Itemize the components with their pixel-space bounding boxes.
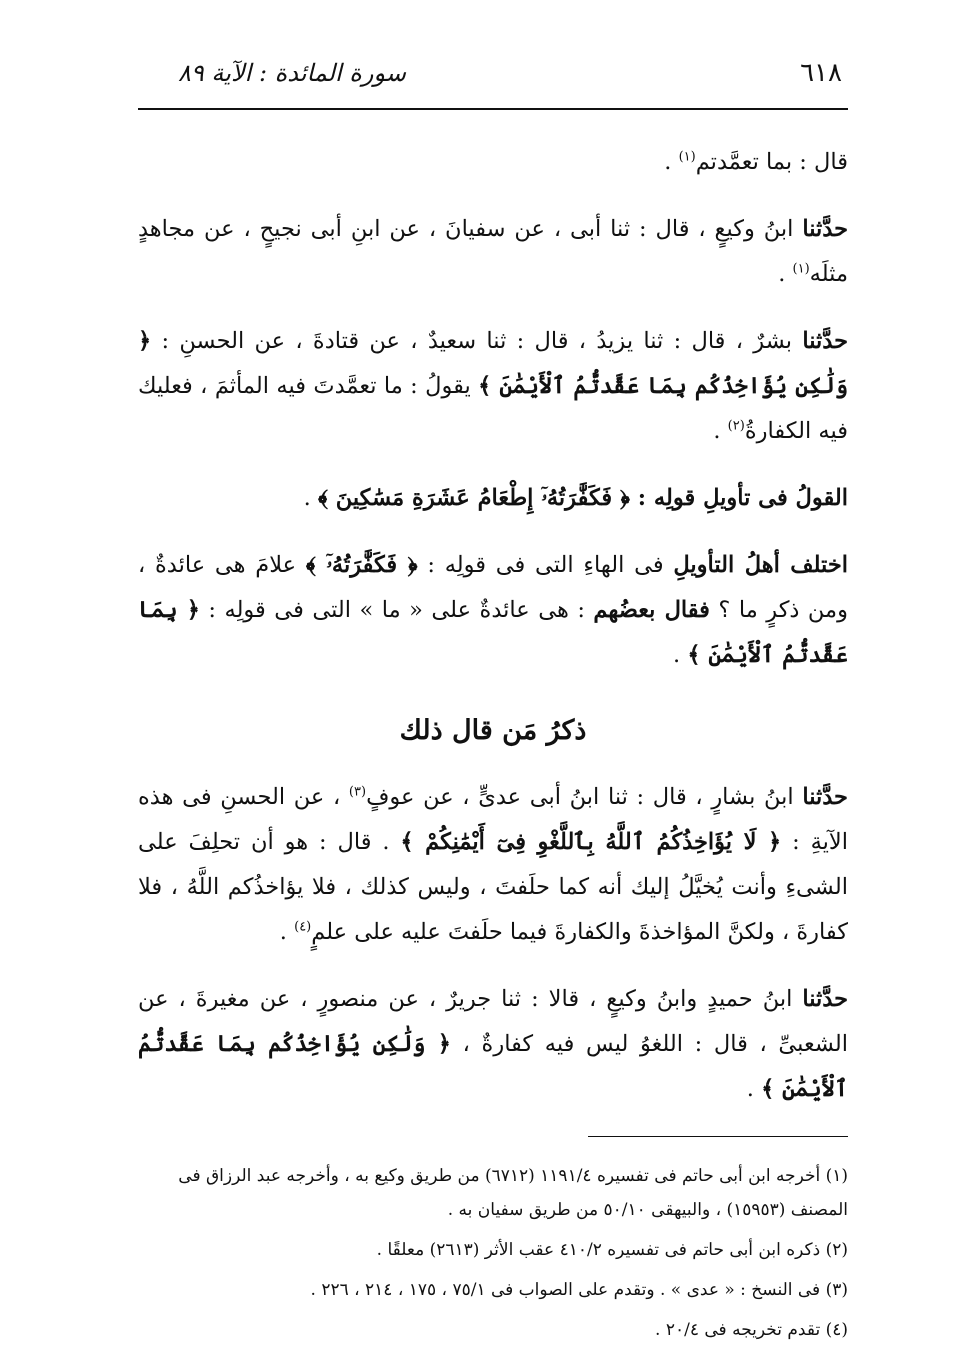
footnotes bbox=[138, 1159, 848, 1347]
paragraph-1 bbox=[138, 140, 848, 185]
page-number: ٦١٨ bbox=[800, 58, 842, 88]
paragraph-text: ابنُ وكيعٍ ، قال : ثنا أبى ، عن سفيانَ ، عن ابنِ أبى نجيحٍ ، عن مجاهدٍ مثلَه bbox=[138, 216, 848, 287]
footnote-2: (٢) ذكره ابن أبى حاتم فى تفسيره ٤١٠/٢ عقب الأثر (٢٦١٣) معلقًا . bbox=[376, 1240, 848, 1260]
footnote-ref-2: (٤) bbox=[294, 919, 312, 935]
page bbox=[138, 58, 849, 1340]
section-heading: ذكرُ مَن قال ذلك bbox=[399, 715, 587, 746]
paragraph-6 bbox=[138, 775, 848, 955]
running-title: سورة المائدة : الآية ٨٩ bbox=[178, 59, 406, 87]
paragraph-text-3: . قال : هو أن تحلِفَ على الشىءِ وأنت يُخيَّلُ إليك أنه كما حلَفتَ ، وليس كذلك ، فلا يؤاخذُكم اللَّهُ ، فلا كفارةَ ، ولكنَّ المؤاخذةَ والكفارةَ فيما حلَفتَ عليه على علمٍ bbox=[138, 829, 848, 945]
lead-word: حدَّثنا bbox=[802, 784, 848, 810]
quran-quote: ﴿ وَلَٰكِن يُؤَاخِذُكُم بِمَا عَقَّدتُّمُ ٱلْأَيْمَٰنَ ﴾ bbox=[138, 1031, 848, 1102]
quran-quote: ﴿ فَكَفَّٰرَتُهُۥٓ إِطْعَامُ عَشَرَةِ مَسَٰكِينَ ﴾ bbox=[317, 485, 638, 511]
paragraph-tail: . bbox=[746, 1076, 762, 1102]
paragraph-text-2: ، عن الحسنِ فى هذه الآيةِ : bbox=[138, 784, 848, 855]
footnote-1: (١) أخرجه ابن أبى حاتم فى تفسيره ١١٩١/٤ (٦٧١٢) من طريق وكيع به ، وأخرجه عبد الرزاق فى المصنف (١٥٩٥٣) ، والبيهقى ٥٠/١٠ من طريق سفيان به . bbox=[178, 1166, 848, 1220]
paragraph-tail: . bbox=[713, 418, 728, 444]
paragraph-text: ابنُ بشارٍ ، قال : ثنا ابنُ أبى عدىٍّ ، عن عوفٍ bbox=[366, 784, 803, 810]
paragraph-tail: . bbox=[778, 261, 793, 287]
quran-quote: ﴿ وَلَٰكِن يُؤَاخِذُكُم بِمَا عَقَّدتُّمُ ٱلْأَيْمَٰنَ ﴾ bbox=[138, 328, 848, 399]
footnote-ref: (١) bbox=[792, 261, 810, 277]
paragraph-tail: . bbox=[664, 149, 679, 175]
lead-word: حدَّثنا bbox=[802, 986, 848, 1012]
page-header bbox=[138, 58, 848, 110]
footnote-divider bbox=[588, 1136, 848, 1137]
footnote-4: (٤) تقدم تخريجه فى ٢٠/٤ . bbox=[655, 1320, 848, 1340]
footnote-3: (٣) فى النسخ : « عدى » . وتقدم على الصواب فى ٧٥/١ ، ١٧٥ ، ٢١٤ ، ٢٢٦ . bbox=[310, 1280, 848, 1300]
quran-quote: ﴿ لَا يُؤَاخِذُكُمُ ٱللَّهُ بِٱللَّغْوِ فِىٓ أَيْمَٰنِكُمْ ﴾ bbox=[400, 829, 782, 855]
paragraph-2 bbox=[138, 207, 848, 297]
paragraph-text-2: علامَ هى عائدةٌ ، ومن ذكرٍ ما ؟ bbox=[138, 552, 848, 623]
paragraph-tail: . bbox=[673, 642, 688, 668]
footnote-ref: (١) bbox=[678, 149, 696, 165]
main-text bbox=[138, 140, 848, 1112]
paragraph-tail: . bbox=[279, 919, 295, 945]
paragraph-4 bbox=[138, 476, 848, 521]
paragraph-text-3: : هى عائدةٌ على « ما » التى فى قولِه : bbox=[199, 597, 594, 623]
paragraph-text-2: يقولُ : ما تعمَّدتَ فيه المأثمَ ، فعليك فيه الكفارةُ bbox=[138, 373, 848, 444]
footnote-ref: (٢) bbox=[727, 418, 745, 434]
paragraph-text: قال : بما تعمَّدتم bbox=[695, 149, 848, 175]
paragraph-7 bbox=[138, 977, 848, 1112]
paragraph-text: ابنُ حميدٍ وابنُ وكيعٍ ، قالا : ثنا جريرٌ ، عن منصورٍ ، عن مغيرةَ ، عن الشعبىِّ ، قال : اللغوُ ليس فيه كفارةٌ ، bbox=[138, 986, 848, 1057]
paragraph-text: بشرٌ ، قال : ثنا يزيدُ ، قال : ثنا سعيدٌ ، عن قتادةَ ، عن الحسنِ : bbox=[151, 328, 803, 354]
paragraph-3 bbox=[138, 319, 848, 454]
lead-word-2: فقال بعضُهم bbox=[593, 597, 710, 623]
lead-word: اختلف أهلُ التأويلِ bbox=[673, 552, 849, 578]
quran-quote-2: ﴿ بِمَا عَقَّدتُّمُ ٱلْأَيْمَٰنَ ﴾ bbox=[138, 597, 848, 668]
quran-quote: ﴿ فَكَفَّٰرَتُهُۥٓ ﴾ bbox=[305, 552, 418, 578]
heading-lead: القولُ فى تأويلِ قولِه : bbox=[637, 485, 848, 511]
paragraph-text: فى الهاءِ التى فى قولِه : bbox=[417, 552, 674, 578]
lead-word: حدَّثنا bbox=[802, 216, 848, 242]
paragraph-5 bbox=[138, 543, 848, 678]
lead-word: حدَّثنا bbox=[802, 328, 848, 354]
paragraph-tail: . bbox=[303, 485, 318, 511]
footnote-ref: (٣) bbox=[348, 784, 367, 800]
